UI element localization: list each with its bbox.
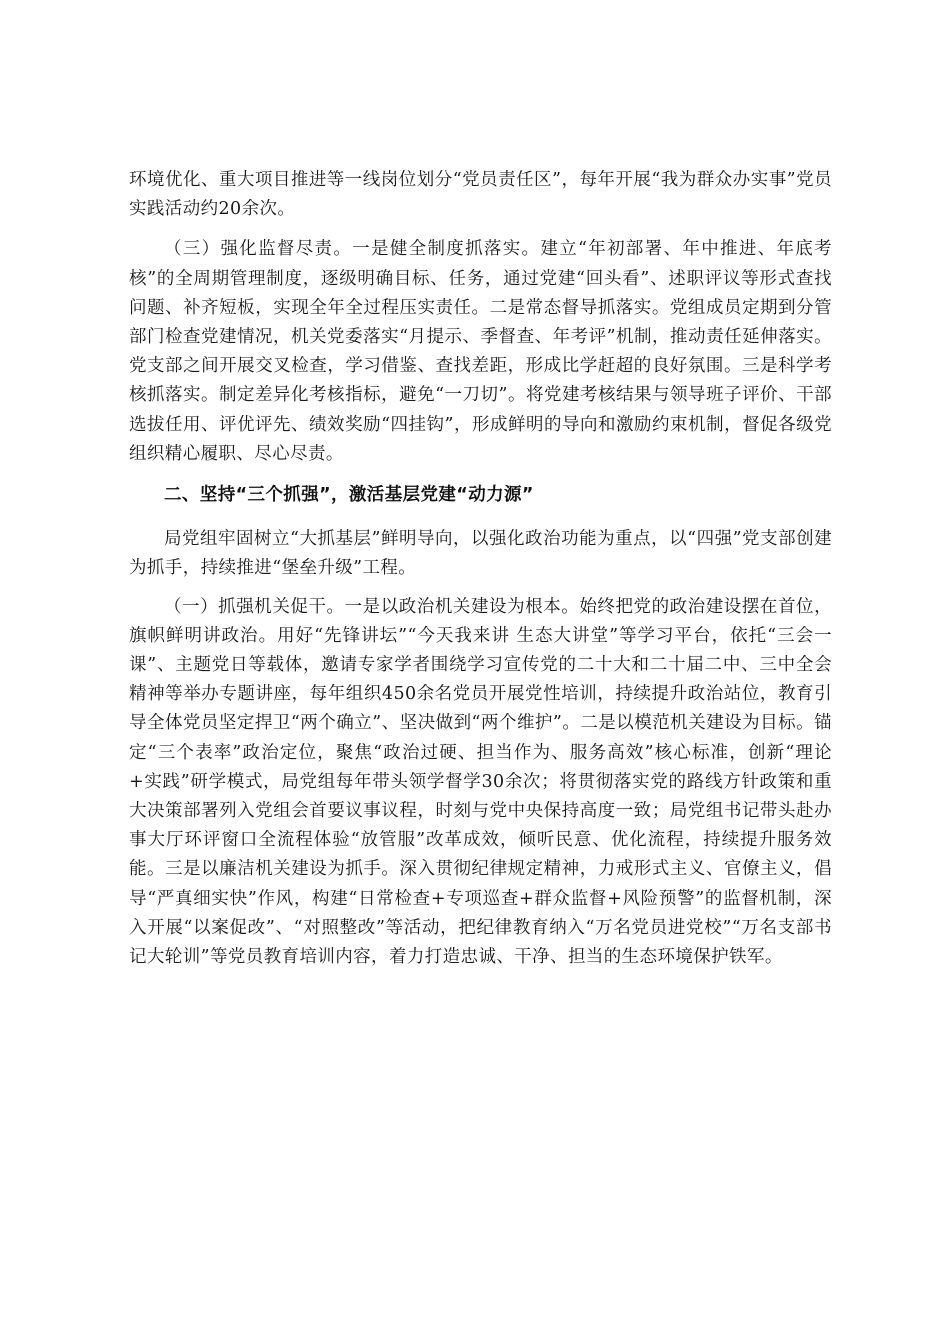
paragraph-supervision: （三）强化监督尽责。一是健全制度抓落实。建立“年初部署、年中推进、年底考核”的全周期管理制度，逐级明确目标、任务，通过党建“回头看”、述职评议等形式查找问题、补齐短板，实现全年全过程压实责任。二是常态督导抓落实。党组成员定期到分管部门检查党建情况，机关党委落实“月提示、季督查、年考评”机制，推动责任延伸落实。党支部之间开展交叉检查，学习借鉴、查找差距，形成比学赶超的良好氛围。三是科学考核抓落实。制定差异化考核指标，避免“一刀切”。将党建考核结果与领导班子评价、干部选拔任用、评优评先、绩效奖励“四挂钩”，形成鲜明的导向和激励约束机制，督促各级党组织精心履职、尽心尽责。 <box>129 239 832 464</box>
paragraph-continuation: 环境优化、重大项目推进等一线岗位划分“党员责任区”，每年开展“我为群众办实事”党员实践活动约20余次。 <box>129 170 832 220</box>
document-body <box>129 166 832 972</box>
paragraph-organs: （一）抓强机关促干。一是以政治机关建设为根本。始终把党的政治建设摆在首位，旗帜鲜明讲政治。用好“先锋讲坛”“今天我来讲 生态大讲堂”等学习平台，依托“三会一课”、主题党日等载体，邀请专家学者围绕学习宣传党的二十大和二十届二中、三中全会精神等举办专题讲座，每年组织450余名党员开展党性培训，持续提升政治站位，教育引导全体党员坚定捍卫“两个确立”、坚决做到“两个维护”。二是以模范机关建设为目标。锚定“三个表率”政治定位，聚焦“政治过硬、担当作为、服务高效”核心标准，创新“理论+实践”研学模式，局党组每年带头领学督学30余次；将贯彻落实党的路线方针政策和重大决策部署列入党组会首要议事议程，时刻与党中央保持高度一致；局党组书记带头赴办事大厅环评窗口全流程体验“放管服”改革成效，倾听民意、优化流程，持续提升服务效能。三是以廉洁机关建设为抓手。深入贯彻纪律规定精神，力戒形式主义、官僚主义，倡导“严真细实快”作风，构建“日常检查+专项巡查+群众监督+风险预警”的监督机制，深入开展“以案促改”、“对照整改”等活动，把纪律教育纳入“万名党员进党校”“万名支部书记大轮训”等党员教育培训内容，着力打造忠诚、干净、担当的生态环境保护铁军。 <box>129 596 832 968</box>
paragraph-section-intro: 局党组牢固树立“大抓基层”鲜明导向，以强化政治功能为重点，以“四强”党支部创建为抓手，持续推进“堡垒升级”工程。 <box>129 529 832 579</box>
section-heading-two: 二、坚持“三个抓强”，激活基层党建“动力源” <box>164 485 534 506</box>
